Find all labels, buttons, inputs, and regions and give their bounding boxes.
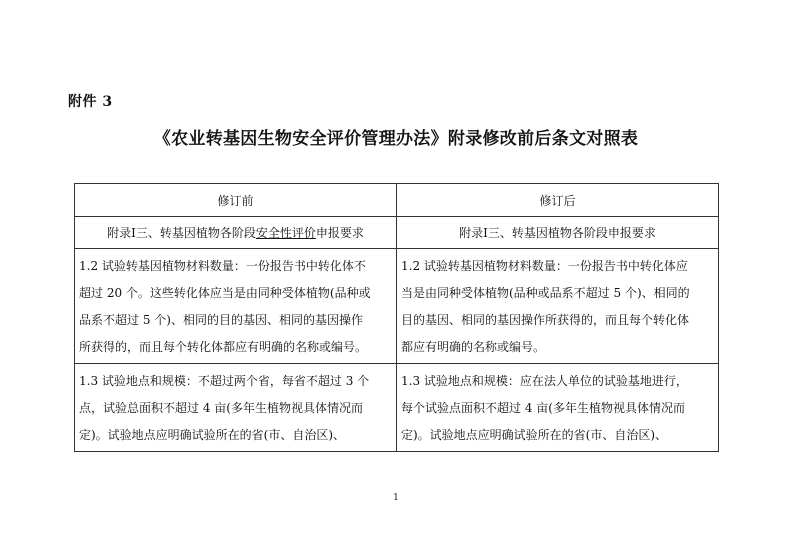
attachment-label: 附件 3 [68, 94, 113, 110]
text-line: 超过 20 个。这些转化体应当是由同种受体植物(品种或 [79, 286, 371, 300]
subheading-before-suffix: 申报要求 [315, 226, 364, 240]
text-line: 当是由同种受体植物(品种或品系不超过 5 个)、相同的 [401, 286, 690, 300]
text-line: 点，试验总面积不超过 4 亩(多年生植物视具体情况而 [79, 401, 363, 415]
table-row [75, 249, 719, 364]
text-line: 定)。试验地点应明确试验所在的省(市、自治区)、 [401, 428, 668, 442]
text-line: 都应有明确的名称或编号。 [401, 340, 546, 354]
subheading-before-underlined: 安全性评价 [255, 226, 316, 240]
text-line: 1.2 试验转基因植物材料数量：一份报告书中转化体应 [401, 259, 688, 273]
row-1-before [75, 249, 397, 364]
text-line: 定)。试验地点应明确试验所在的省(市、自治区)、 [79, 428, 346, 442]
subheading-before-prefix: 附录Ⅰ三、转基因植物各阶段 [107, 226, 256, 240]
text-line: 1.3 试验地点和规模：应在法人单位的试验基地进行， [401, 374, 688, 388]
comparison-table [74, 183, 719, 452]
row-2-before [75, 364, 397, 452]
row-2-after [397, 364, 719, 452]
table-subheading-row [75, 217, 719, 249]
subheading-after: 附录Ⅰ三、转基因植物各阶段申报要求 [397, 217, 719, 249]
text-line: 1.3 试验地点和规模：不超过两个省，每省不超过 3 个 [79, 374, 370, 388]
table-header-row [75, 184, 719, 217]
header-before: 修订前 [75, 184, 397, 217]
text-line: 品系不超过 5 个)、相同的目的基因、相同的基因操作 [79, 313, 363, 327]
text-line: 所获得的，而且每个转化体都应有明确的名称或编号。 [79, 340, 368, 354]
subheading-before [75, 217, 397, 249]
header-after: 修订后 [397, 184, 719, 217]
page-number: 1 [393, 493, 399, 503]
document-title: 《农业转基因生物安全评价管理办法》附录修改前后条文对照表 [153, 129, 639, 149]
text-line: 目的基因、相同的基因操作所获得的，而且每个转化体 [401, 313, 690, 327]
row-1-after [397, 249, 719, 364]
table-row [75, 364, 719, 452]
text-line: 每个试验点面积不超过 4 亩(多年生植物视具体情况而 [401, 401, 685, 415]
text-line: 1.2 试验转基因植物材料数量：一份报告书中转化体不 [79, 259, 366, 273]
